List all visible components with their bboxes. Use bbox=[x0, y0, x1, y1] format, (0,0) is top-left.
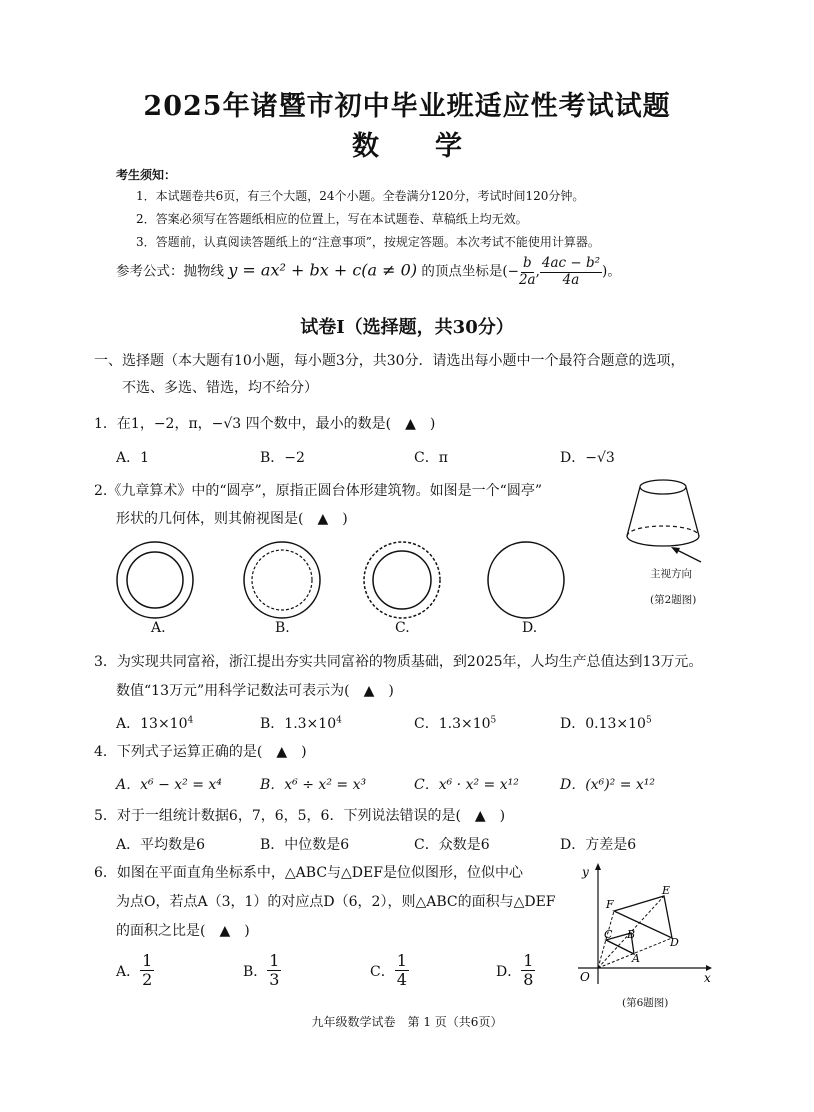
q5-option-b: B．中位数是6 bbox=[260, 837, 350, 853]
q6-stem-line-3: 的面积之比是( ▲ ) bbox=[116, 923, 250, 939]
q2-option-a-label: A. bbox=[151, 620, 166, 636]
frustum-figure bbox=[615, 474, 715, 566]
q6-figure-caption: (第6题图) bbox=[622, 997, 669, 1009]
formula-open: (− bbox=[502, 263, 519, 280]
q2-option-c-figure bbox=[364, 542, 440, 618]
fraction-b-2a: $\frac{b}{2a}$ bbox=[518, 255, 536, 288]
q4-option-b: B．x⁶ ÷ x² = x³ bbox=[260, 777, 367, 793]
q1-stem: 1．在1，−2，π，−√3 四个数中，最小的数是( ▲ ) bbox=[94, 416, 436, 432]
notice-item-1: 1．本试题卷共6页，有三个大题，24个小题。全卷满分120分，考试时间120分钟。 bbox=[136, 189, 585, 203]
label-f: F bbox=[606, 898, 614, 911]
q4-option-d: D．(x⁶)² = x¹² bbox=[560, 777, 656, 793]
q3-option-a: A．$13\times 10^4$ bbox=[116, 715, 194, 732]
q6-option-c: C． $\frac{1}{4}$ bbox=[370, 951, 407, 990]
q2-option-c-label: C. bbox=[395, 620, 410, 636]
triangle-def bbox=[614, 896, 672, 938]
q2-stem-line-2: 形状的几何体，则其俯视图是( ▲ ) bbox=[116, 511, 348, 527]
q6-option-a: A． $\frac{1}{2}$ bbox=[116, 951, 153, 990]
formula-close: )。 bbox=[602, 263, 621, 280]
reference-formula: 参考公式：抛物线 y = ax² + bx + c(a ≠ 0) 的顶点坐标是(− $\frac{b}{2a}$ , $\frac{\text{4ac − b²}}{4a}$ )。 bbox=[116, 255, 621, 288]
label-o: O bbox=[580, 970, 590, 984]
subject-char-2: 学 bbox=[435, 131, 462, 162]
q6-option-b: B． $\frac{1}{3}$ bbox=[243, 951, 280, 990]
q5-option-c: C．众数是6 bbox=[414, 837, 490, 853]
q1-option-d: D．−√3 bbox=[560, 450, 615, 466]
q2-figure-caption: (第2题图) bbox=[650, 594, 697, 606]
q6-stem-line-2: 为点O，若点A（3，1）的对应点D（6，2），则△ABC的面积与△DEF bbox=[116, 894, 556, 910]
page-footer: 九年级数学试卷 第 1 页（共6页） bbox=[311, 1015, 503, 1029]
subject-char-1: 数 bbox=[352, 131, 379, 162]
label-a: A bbox=[632, 952, 640, 965]
q1-option-c: C．π bbox=[414, 450, 448, 466]
section-instruction-line-2: 不选、多选、错选，均不给分） bbox=[122, 380, 318, 396]
q2-option-b-figure bbox=[244, 542, 320, 618]
formula-mid: 的顶点坐标是 bbox=[421, 263, 503, 280]
q3-stem-line-2: 数值“13万元”用科学记数法可表示为( ▲ ) bbox=[116, 683, 394, 699]
q3-option-d: D．$0.13\times 10^5$ bbox=[560, 715, 652, 732]
q6-option-d: D． $\frac{1}{8}$ bbox=[496, 951, 534, 990]
subject-title bbox=[0, 124, 814, 163]
q3-stem-line-1: 3．为实现共同富裕，浙江提出夯实共同富裕的物质基础，到2025年，人均生产总值达到13万元。 bbox=[94, 654, 703, 670]
q6-coordinate-figure bbox=[566, 858, 716, 988]
label-x: x bbox=[704, 971, 711, 985]
label-b: B bbox=[627, 928, 636, 941]
label-y: y bbox=[582, 865, 589, 879]
q3-option-c: C．$1.3\times 10^5$ bbox=[414, 715, 497, 732]
q4-option-c: C．x⁶ · x² = x¹² bbox=[414, 777, 519, 793]
section-title: 试卷Ⅰ（选择题，共30分） bbox=[300, 317, 514, 338]
fraction-4ac-b2-4a: $\frac{\text{4ac − b²}}{4a}$ bbox=[541, 255, 601, 288]
notice-item-2: 2．答案必须写在答题纸相应的位置上，写在本试题卷、草稿纸上均无效。 bbox=[136, 212, 528, 226]
notice-heading: 考生须知： bbox=[116, 168, 177, 182]
q1-option-b: B．−2 bbox=[260, 450, 305, 466]
label-e: E bbox=[662, 884, 671, 897]
view-direction-label: 主视方向 bbox=[650, 568, 692, 580]
q6-stem-line-1: 6．如图在平面直角坐标系中，△ABC与△DEF是位似图形，位似中心 bbox=[94, 865, 523, 881]
label-c: C bbox=[604, 928, 613, 941]
q2-option-d-label: D. bbox=[522, 620, 538, 636]
notice-item-3: 3．答题前，认真阅读答题纸上的“注意事项”，按规定答题。本次考试不能使用计算器。 bbox=[136, 235, 600, 249]
q2-stem-line-1: 2.《九章算术》中的“圆亭”，原指正圆台体形建筑物。如图是一个“圆亭” bbox=[94, 483, 542, 499]
q1-option-a: A．1 bbox=[116, 450, 150, 466]
q4-stem: 4．下列式子运算正确的是( ▲ ) bbox=[94, 744, 307, 760]
exam-title: 2025年诸暨市初中毕业班适应性考试试题 bbox=[143, 91, 671, 122]
q2-option-a-figure bbox=[117, 542, 193, 618]
q2-top-view-options bbox=[100, 535, 580, 625]
label-d: D bbox=[670, 936, 679, 949]
q5-option-a: A．平均数是6 bbox=[116, 837, 206, 853]
q4-option-a: A．x⁶ − x² = x⁴ bbox=[116, 777, 222, 793]
q5-stem: 5．对于一组统计数据6，7，6，5，6．下列说法错误的是( ▲ ) bbox=[94, 808, 506, 824]
q2-option-d-figure bbox=[488, 542, 564, 618]
q3-option-b: B．$1.3\times 10^4$ bbox=[260, 715, 342, 732]
formula-expression: y = ax² + bx + c(a ≠ 0) bbox=[228, 260, 418, 280]
view-direction-arrow bbox=[675, 549, 701, 562]
formula-prefix: 参考公式：抛物线 bbox=[116, 263, 224, 280]
q2-option-b-label: B. bbox=[275, 620, 290, 636]
section-instruction-line-1: 一、选择题（本大题有10小题，每小题3分，共30分．请选出每小题中一个最符合题意的选项， bbox=[94, 353, 685, 369]
q5-option-d: D．方差是6 bbox=[560, 837, 637, 853]
